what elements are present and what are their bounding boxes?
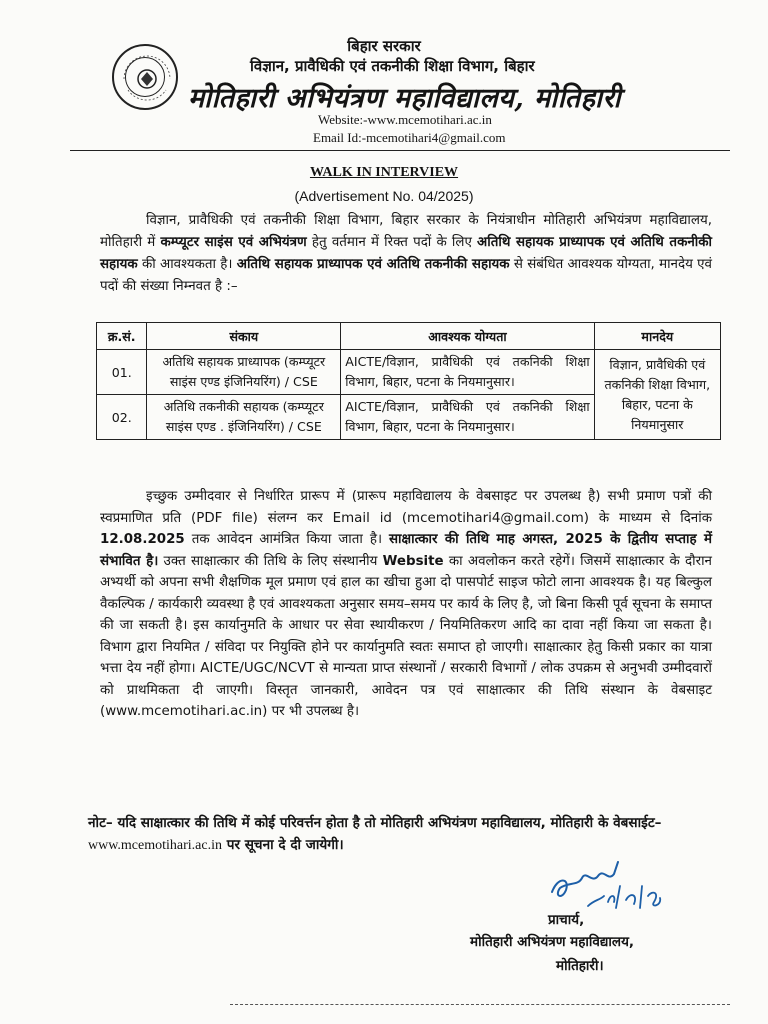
row-sn: 01.	[97, 350, 147, 395]
posts-table	[96, 322, 721, 440]
government-name: बिहार सरकार	[347, 37, 421, 55]
note-url: www.mcemotihari.ac.in	[88, 838, 222, 853]
body-text: उक्त साक्षात्कार की तिथि के लिए संस्थानीय	[158, 553, 383, 569]
body-text: का अवलोकन करते रहेगें। जिसमें साक्षात्कार के दौरान अभ्यर्थी को अपना सभी शैक्षणिक मूल प्रमाण एवं हाल का खीचा हुआ दो पासपोर्ट साइज फोटो लाना आवश्यक है। यह बिल्कुल वैकल्पिक / कार्यकारी व्यवस्था है एवं आवश्यकता अनुसार समय–समय पर कार्य के लिए है, जो बिना किसी पूर्व सूचना के समाप्त की जा सकती है। इस कार्यानुमति के आधार पर सेवा स्थायीकरण / नियमितिकरण आदि का दावा नहीं किया जा सकता है। विभाग द्वारा नियमित / संविदा पर नियुक्ति होने पर कार्यानुमति स्वतः समाप्त हो जाएगी। साक्षात्कार हेतु किसी प्रकार का यात्रा भत्ता देय नहीं होगा। AICTE/UGC/NCVT से मान्यता प्राप्त संस्थानों / सरकारी विभागों / लोक उपक्रम से अनुभवी उम्मीदवारों को प्राथमिकता दी जाएगी। विस्तृत जानकारी, आवेदन पत्र एवं साक्षात्कार की तिथि संस्थान के वेबसाइट (www.mcemotihari.ac.in) पर भी उपलब्ध है।	[100, 553, 712, 719]
intro-text: से संबंधित आवश्यक योग्यता, मानदेय एवं पदों की संख्या निम्नवत है :–	[100, 257, 712, 294]
advertisement-number: (Advertisement No. 04/2025)	[294, 188, 474, 204]
row-qualification: AICTE/विज्ञान, प्रावैधिकी एवं तकनिकी शिक्षा विभाग, बिहार, पटना के नियमानुसार।	[341, 395, 594, 440]
last-date: 12.08.2025	[100, 532, 185, 547]
row-honorarium: विज्ञान, प्रावैधिकी एवं तकनिकी शिक्षा विभाग, बिहार, पटना के नियमानुसार	[594, 350, 720, 440]
intro-department: कम्प्यूटर साइंस एवं अभियंत्रण	[160, 235, 307, 250]
intro-posts: अतिथि सहायक प्राध्यापक एवं अतिथि तकनीकी सहायक	[236, 257, 510, 272]
bottom-divider	[230, 1004, 730, 1005]
principal-signature-icon	[548, 856, 688, 916]
intro-posts: अतिथि सहायक प्राध्यापक एवं अतिथि तकनीकी सहायक	[100, 235, 713, 272]
interview-date-note: साक्षात्कार की तिथि माह अगस्त, 2025 के द्वितीय सप्ताह में संभावित है।	[100, 532, 712, 569]
intro-text: विज्ञान, प्रावैधिकी एवं तकनीकी शिक्षा विभाग, बिहार सरकार के नियंत्राधीन मोतिहारी अभियंत्रण महाविद्यालय, मोतिहारी में	[100, 213, 712, 250]
body-text: इच्छुक उम्मीदवार से निर्धारित प्रारूप में (प्रारूप महाविद्यालय के वेबसाइट पर उपलब्ध है) सभी प्रमाण पत्रों की स्वप्रमाणित प्रति (PDF file) संलग्न कर Email id (mcemotihari4@gmail.com) के माध्यम से दिनांक	[100, 489, 712, 526]
intro-paragraph	[100, 210, 712, 298]
column-header-faculty: संकाय	[147, 323, 341, 350]
website-word: Website	[382, 553, 444, 569]
note-paragraph	[88, 812, 714, 857]
column-header-qualification: आवश्यक योग्यता	[341, 323, 594, 350]
column-header-sn: क्र.सं.	[97, 323, 147, 350]
body-paragraph	[100, 486, 712, 723]
row-faculty: अतिथि तकनीकी सहायक (कम्प्यूटर साइंस एण्ड . इंजिनियरिंग) / CSE	[147, 395, 341, 440]
signatory-place: मोतिहारी।	[556, 958, 604, 974]
signatory-institution: मोतिहारी अभियंत्रण महाविद्यालय,	[470, 934, 635, 950]
row-qualification: AICTE/विज्ञान, प्रावैधिकी एवं तकनिकी शिक्षा विभाग, बिहार, पटना के नियमानुसार।	[341, 350, 594, 395]
intro-text: की आवश्यकता है।	[137, 257, 237, 272]
header-divider	[70, 150, 730, 151]
column-header-honorarium: मानदेय	[594, 323, 720, 350]
college-name: मोतिहारी अभियंत्रण महाविद्यालय, मोतिहारी	[188, 83, 622, 114]
body-text: तक आवेदन आमंत्रित किया जाता है।	[184, 532, 389, 547]
table-header-row	[97, 323, 721, 350]
row-sn: 02.	[97, 395, 147, 440]
table-row	[97, 350, 721, 395]
row-faculty: अतिथि सहायक प्राध्यापक (कम्प्यूटर साइंस एण्ड इंजिनियरिंग) / CSE	[147, 350, 341, 395]
college-website: Website:-www.mcemotihari.ac.in	[318, 112, 492, 127]
notice-title: WALK IN INTERVIEW	[309, 165, 459, 180]
note-text: पर सूचना दे दी जायेगी।	[222, 837, 344, 853]
signatory-designation: प्राचार्य,	[548, 912, 585, 928]
college-email: Email Id:-mcemotihari4@gmail.com	[313, 130, 506, 145]
intro-text: हेतु वर्तमान में रिक्त पदों के लिए	[306, 235, 478, 250]
department-name: विज्ञान, प्रावैधिकी एवं तकनीकी शिक्षा विभाग, बिहार	[250, 57, 535, 75]
note-text: नोट– यदि साक्षात्कार की तिथि में कोई परिवर्त्तन होता है तो मोतिहारी अभियंत्रण महाविद्यालय, मोतिहारी के वेबसाईट–	[88, 815, 662, 831]
